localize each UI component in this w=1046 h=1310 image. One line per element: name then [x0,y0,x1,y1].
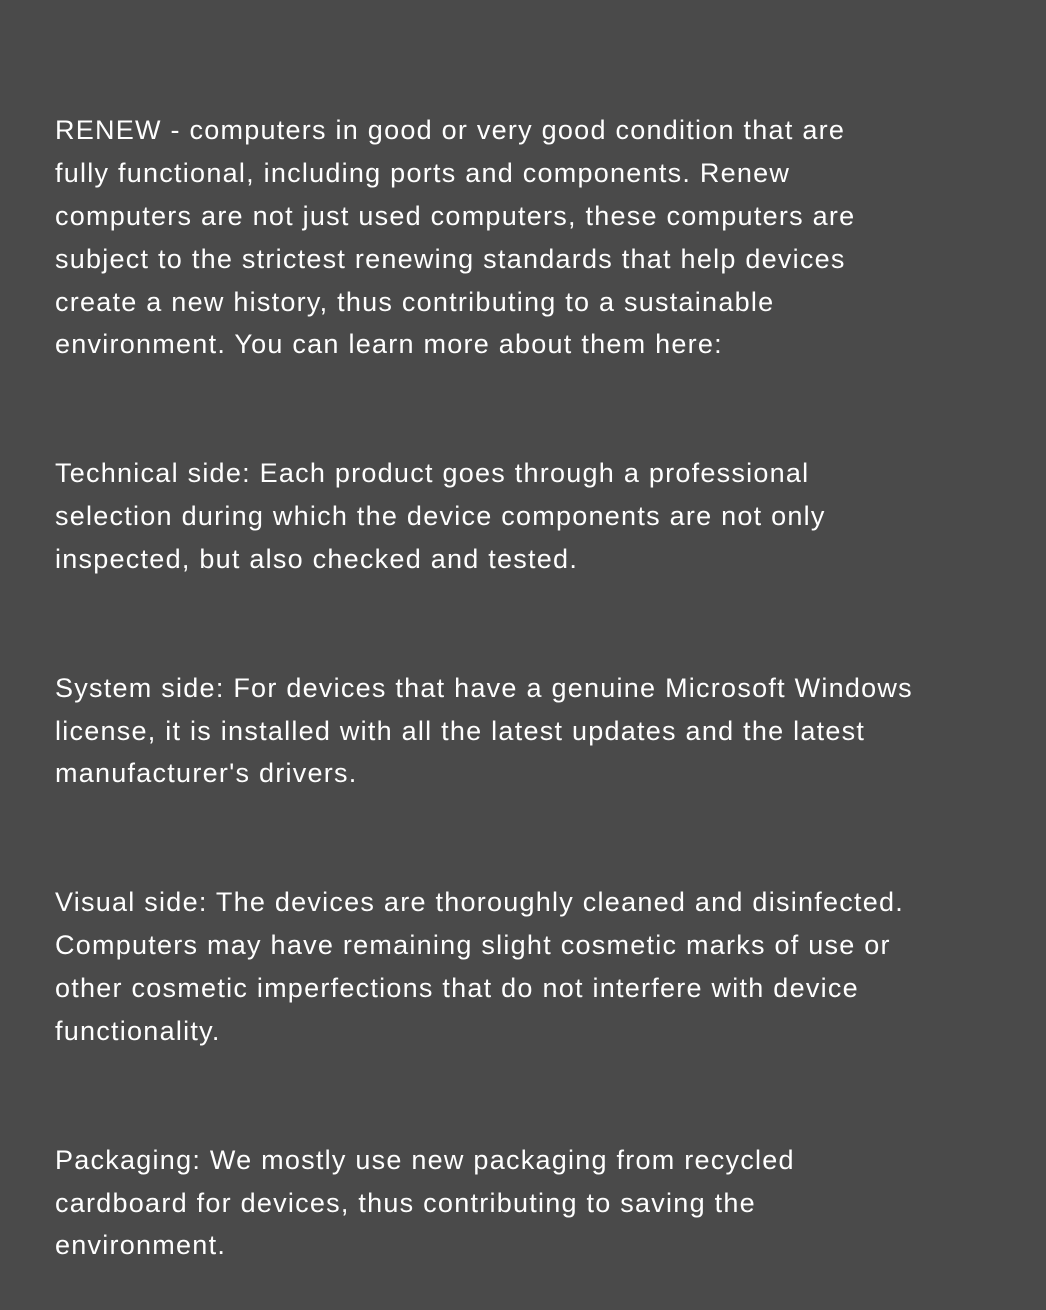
visual-side-paragraph [55,881,1030,1053]
renew-paragraph [55,109,1030,366]
packaging-term: Packaging [55,1144,193,1175]
visual-side-term: Visual side [55,887,199,918]
packaging-paragraph [55,1139,1030,1268]
renew-term: RENEW [55,114,162,145]
technical-side-paragraph [55,452,1030,581]
system-side-paragraph [55,667,1030,796]
visual-side-description: : The devices are thoroughly cleaned and disinfected. Computers may have remaining slight cosmetic marks of use or other cosmetic imperfections that do not interfere with device functionality. [55,887,905,1046]
system-side-description: : For devices that have a genuine Microsoft Windows license, it is installed with all the latest updates and the latest manufacturer's drivers. [55,672,913,789]
packaging-description: : We mostly use new packaging from recycled cardboard for devices, thus contributing to saving the environment. [55,1144,795,1261]
technical-side-term: Technical side [55,458,243,489]
product-info-text [55,66,1030,1310]
technical-side-description: : Each product goes through a professional selection during which the device components are not only inspected, but also checked and tested. [55,458,826,574]
system-side-term: System side [55,672,216,703]
renew-description: - computers in good or very good condition that are fully functional, including ports and components. Renew computers are not just used computers, these computers are subject to the strictest renewing standards that help devices create a new history, thus contributing to a sustainable environment. You can learn more about them here: [55,114,856,360]
